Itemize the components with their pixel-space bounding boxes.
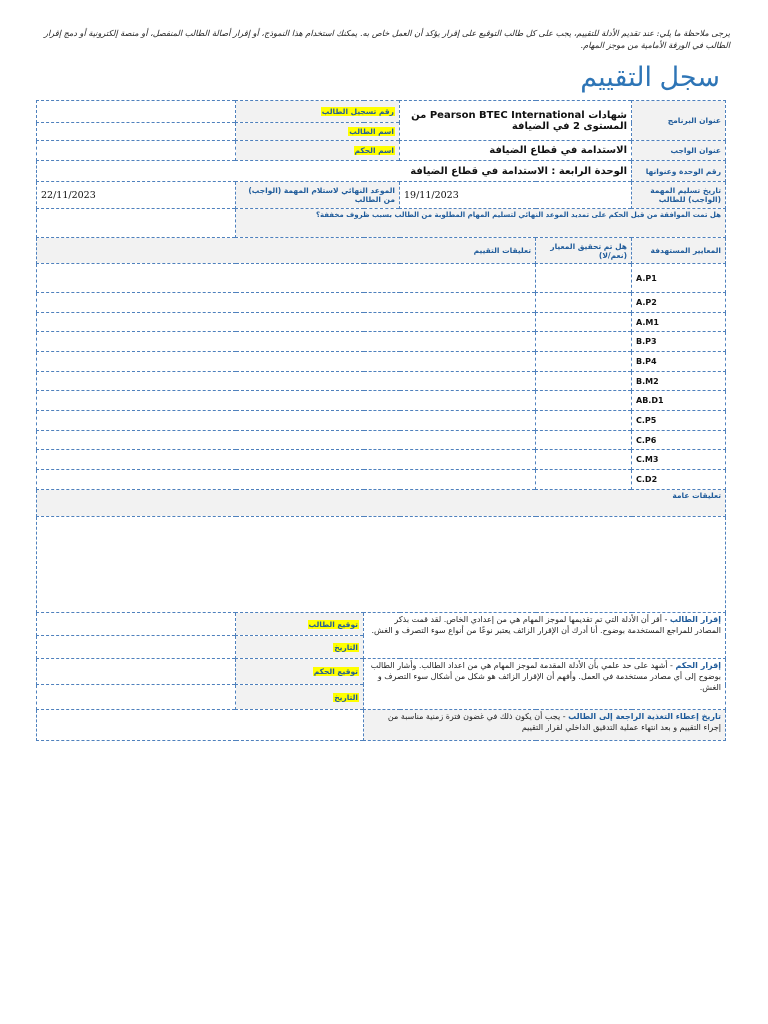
criterion-code: AB.D1 [632,391,726,411]
student-declaration-title: إقرار الطالب [669,615,722,624]
assessor-declaration-text: - أشهد على حد علمي بأن الأدلة المقدمة لموجز المهام هي من اعداد الطالب. وأشار الطالب بوضوح إلى أي مصادر مستخدمة في العمل. وأفهم أن الإقرار الزائف هو شكل من أشكال سوء التصرف و الغش. [370,661,722,692]
criterion-row [37,264,726,293]
feedback-return-text: - يجب أن يكون ذلك في غضون فترة زمنية مناسبة من إجراء التقييم و بعد انتهاء عملية التدقيق الداخلي لقرار التقييم [387,712,722,732]
unit-row [37,161,726,182]
assignment-value-cell: الاستدامة في قطاع الضيافة [400,141,632,161]
criterion-row [37,372,726,391]
criterion-row [37,332,726,352]
student-sign-field[interactable] [37,613,236,636]
assessor-declaration-row [37,659,726,685]
criterion-feedback-field[interactable] [37,264,536,293]
assessor-name-field[interactable] [37,141,236,161]
student-sign-label-cell [236,613,364,636]
criterion-achieved-field[interactable] [536,293,632,313]
criterion-code: B.P3 [632,332,726,352]
program-value: شهادات Pearson BTEC International من المستوى 2 في الضيافة [411,109,628,132]
general-comments-label-cell: تعليقات عامة [37,490,726,517]
criterion-row [37,411,726,431]
criterion-row [37,313,726,332]
assessor-name-label: اسم الحكم [354,146,394,155]
criterion-achieved-field[interactable] [536,391,632,411]
student-name-field[interactable] [37,123,236,141]
assessor-declaration-cell [364,659,726,710]
criterion-code: A.P1 [632,264,726,293]
assessor-declaration-title: إقرار الحكم [675,661,722,670]
general-comments-row [37,517,726,613]
extension-question-cell: هل تمت الموافقة من قبل الحكم على تمديد الموعد النهائي لتسليم المهام المطلوبة من الطالب بسبب ظروف مخففة؟ [236,209,726,238]
assessor-sign-field[interactable] [37,659,236,685]
feedback-return-date-field[interactable] [37,710,364,741]
student-declaration-text: - أقر أن الأدلة التي تم تقديمها لموجز المهام هي من إعدادي الخاص. لقد قمت بذكر المصادر للمراجع المستخدمة بوضوح. أنا أدرك أن الإقرار الزائف يعتبر نوعًا من أنواع سوء التصرف و الغش. [371,615,722,635]
assessor-date-label-cell [236,685,364,710]
student-date-label: التاريخ [334,642,358,652]
feedback-return-row [37,710,726,741]
student-reg-label-cell [236,101,400,123]
deadline-value-cell: 22/11/2023 [37,182,236,209]
criterion-feedback-field[interactable] [37,372,536,391]
assessor-date-label: التاريخ [334,692,358,702]
dates-row [37,182,726,209]
criterion-code: C.P5 [632,411,726,431]
program-value-cell [400,101,632,141]
criterion-code: B.M2 [632,372,726,391]
criterion-achieved-field[interactable] [536,264,632,293]
assessor-sign-label-cell [236,659,364,685]
feedback-return-cell [364,710,726,741]
assessment-record-table [36,100,726,741]
criterion-feedback-field[interactable] [37,411,536,431]
criterion-achieved-field[interactable] [536,352,632,372]
intro-note: يرجى ملاحظة ما يلي: عند تقديم الأدلة للتقييم، يجب على كل طالب التوقيع على إقرار يؤكد أن العمل خاص به. يمكنك استخدام هذا النموذج، أو إقرار أصالة الطالب المنفصل، أو منصة إلكترونية أو دمج إقرار الطالب في الورقة الأمامية من موجز المهام. [44,28,730,50]
criterion-feedback-field[interactable] [37,431,536,450]
student-reg-field[interactable] [37,101,236,123]
feedback-col-header: تعليقات التقييم [37,238,536,264]
page-title: سجل التقييم [580,62,720,92]
student-reg-label: رقم تسجيل الطالب [321,107,394,116]
program-row [37,101,726,123]
criterion-feedback-field[interactable] [37,293,536,313]
criterion-achieved-field[interactable] [536,332,632,352]
program-label-cell: عنوان البرنامج [632,101,726,141]
unit-value-cell: الوحدة الرابعة : الاستدامة في قطاع الضيافة [37,161,632,182]
student-date-field[interactable] [37,636,236,659]
general-comments-field[interactable] [37,517,726,613]
criterion-row [37,293,726,313]
criteria-header-row [37,238,726,264]
criterion-code: B.P4 [632,352,726,372]
student-declaration-cell [364,613,726,659]
criterion-feedback-field[interactable] [37,450,536,470]
criteria-col-header: المعايير المستهدفة [632,238,726,264]
criterion-achieved-field[interactable] [536,411,632,431]
criterion-achieved-field[interactable] [536,313,632,332]
feedback-return-title: تاريخ إعطاء التغذية الراجعة إلى الطالب [568,712,722,721]
criterion-achieved-field[interactable] [536,470,632,490]
assessor-date-field[interactable] [37,685,236,710]
criterion-row [37,431,726,450]
assignment-label-cell: عنوان الواجب [632,141,726,161]
student-name-label: اسم الطالب [349,127,394,136]
assignment-row [37,141,726,161]
student-declaration-row [37,613,726,636]
criterion-achieved-field[interactable] [536,450,632,470]
issue-date-value-cell: 19/11/2023 [400,182,632,209]
issue-date-label-cell: تاريخ تسليم المهمة (الواجب) للطالب [632,182,726,209]
general-comments-header-row [37,490,726,517]
criterion-row [37,470,726,490]
criterion-feedback-field[interactable] [37,313,536,332]
criterion-code: C.P6 [632,431,726,450]
criterion-code: A.P2 [632,293,726,313]
criterion-row [37,391,726,411]
criterion-achieved-field[interactable] [536,431,632,450]
extension-answer-field[interactable] [37,209,236,238]
unit-label-cell: رقم الوحدة وعنوانها [632,161,726,182]
criterion-feedback-field[interactable] [37,391,536,411]
deadline-label-cell: الموعد النهائي لاستلام المهمة (الواجب) من الطالب [236,182,400,209]
assessor-name-label-cell [236,141,400,161]
student-date-label-cell [236,636,364,659]
criterion-code: C.M3 [632,450,726,470]
criterion-code: C.D2 [632,470,726,490]
extension-row [37,209,726,238]
criterion-row [37,352,726,372]
achieved-col-header: هل تم تحقيق المعيار (نعم/لا) [536,238,632,264]
assessor-sign-label: توقيع الحكم [313,667,358,676]
student-sign-label: توقيع الطالب [308,619,358,629]
criterion-feedback-field[interactable] [37,352,536,372]
student-name-label-cell [236,123,400,141]
criterion-achieved-field[interactable] [536,372,632,391]
criterion-feedback-field[interactable] [37,332,536,352]
criterion-feedback-field[interactable] [37,470,536,490]
criterion-code: A.M1 [632,313,726,332]
criterion-row [37,450,726,470]
